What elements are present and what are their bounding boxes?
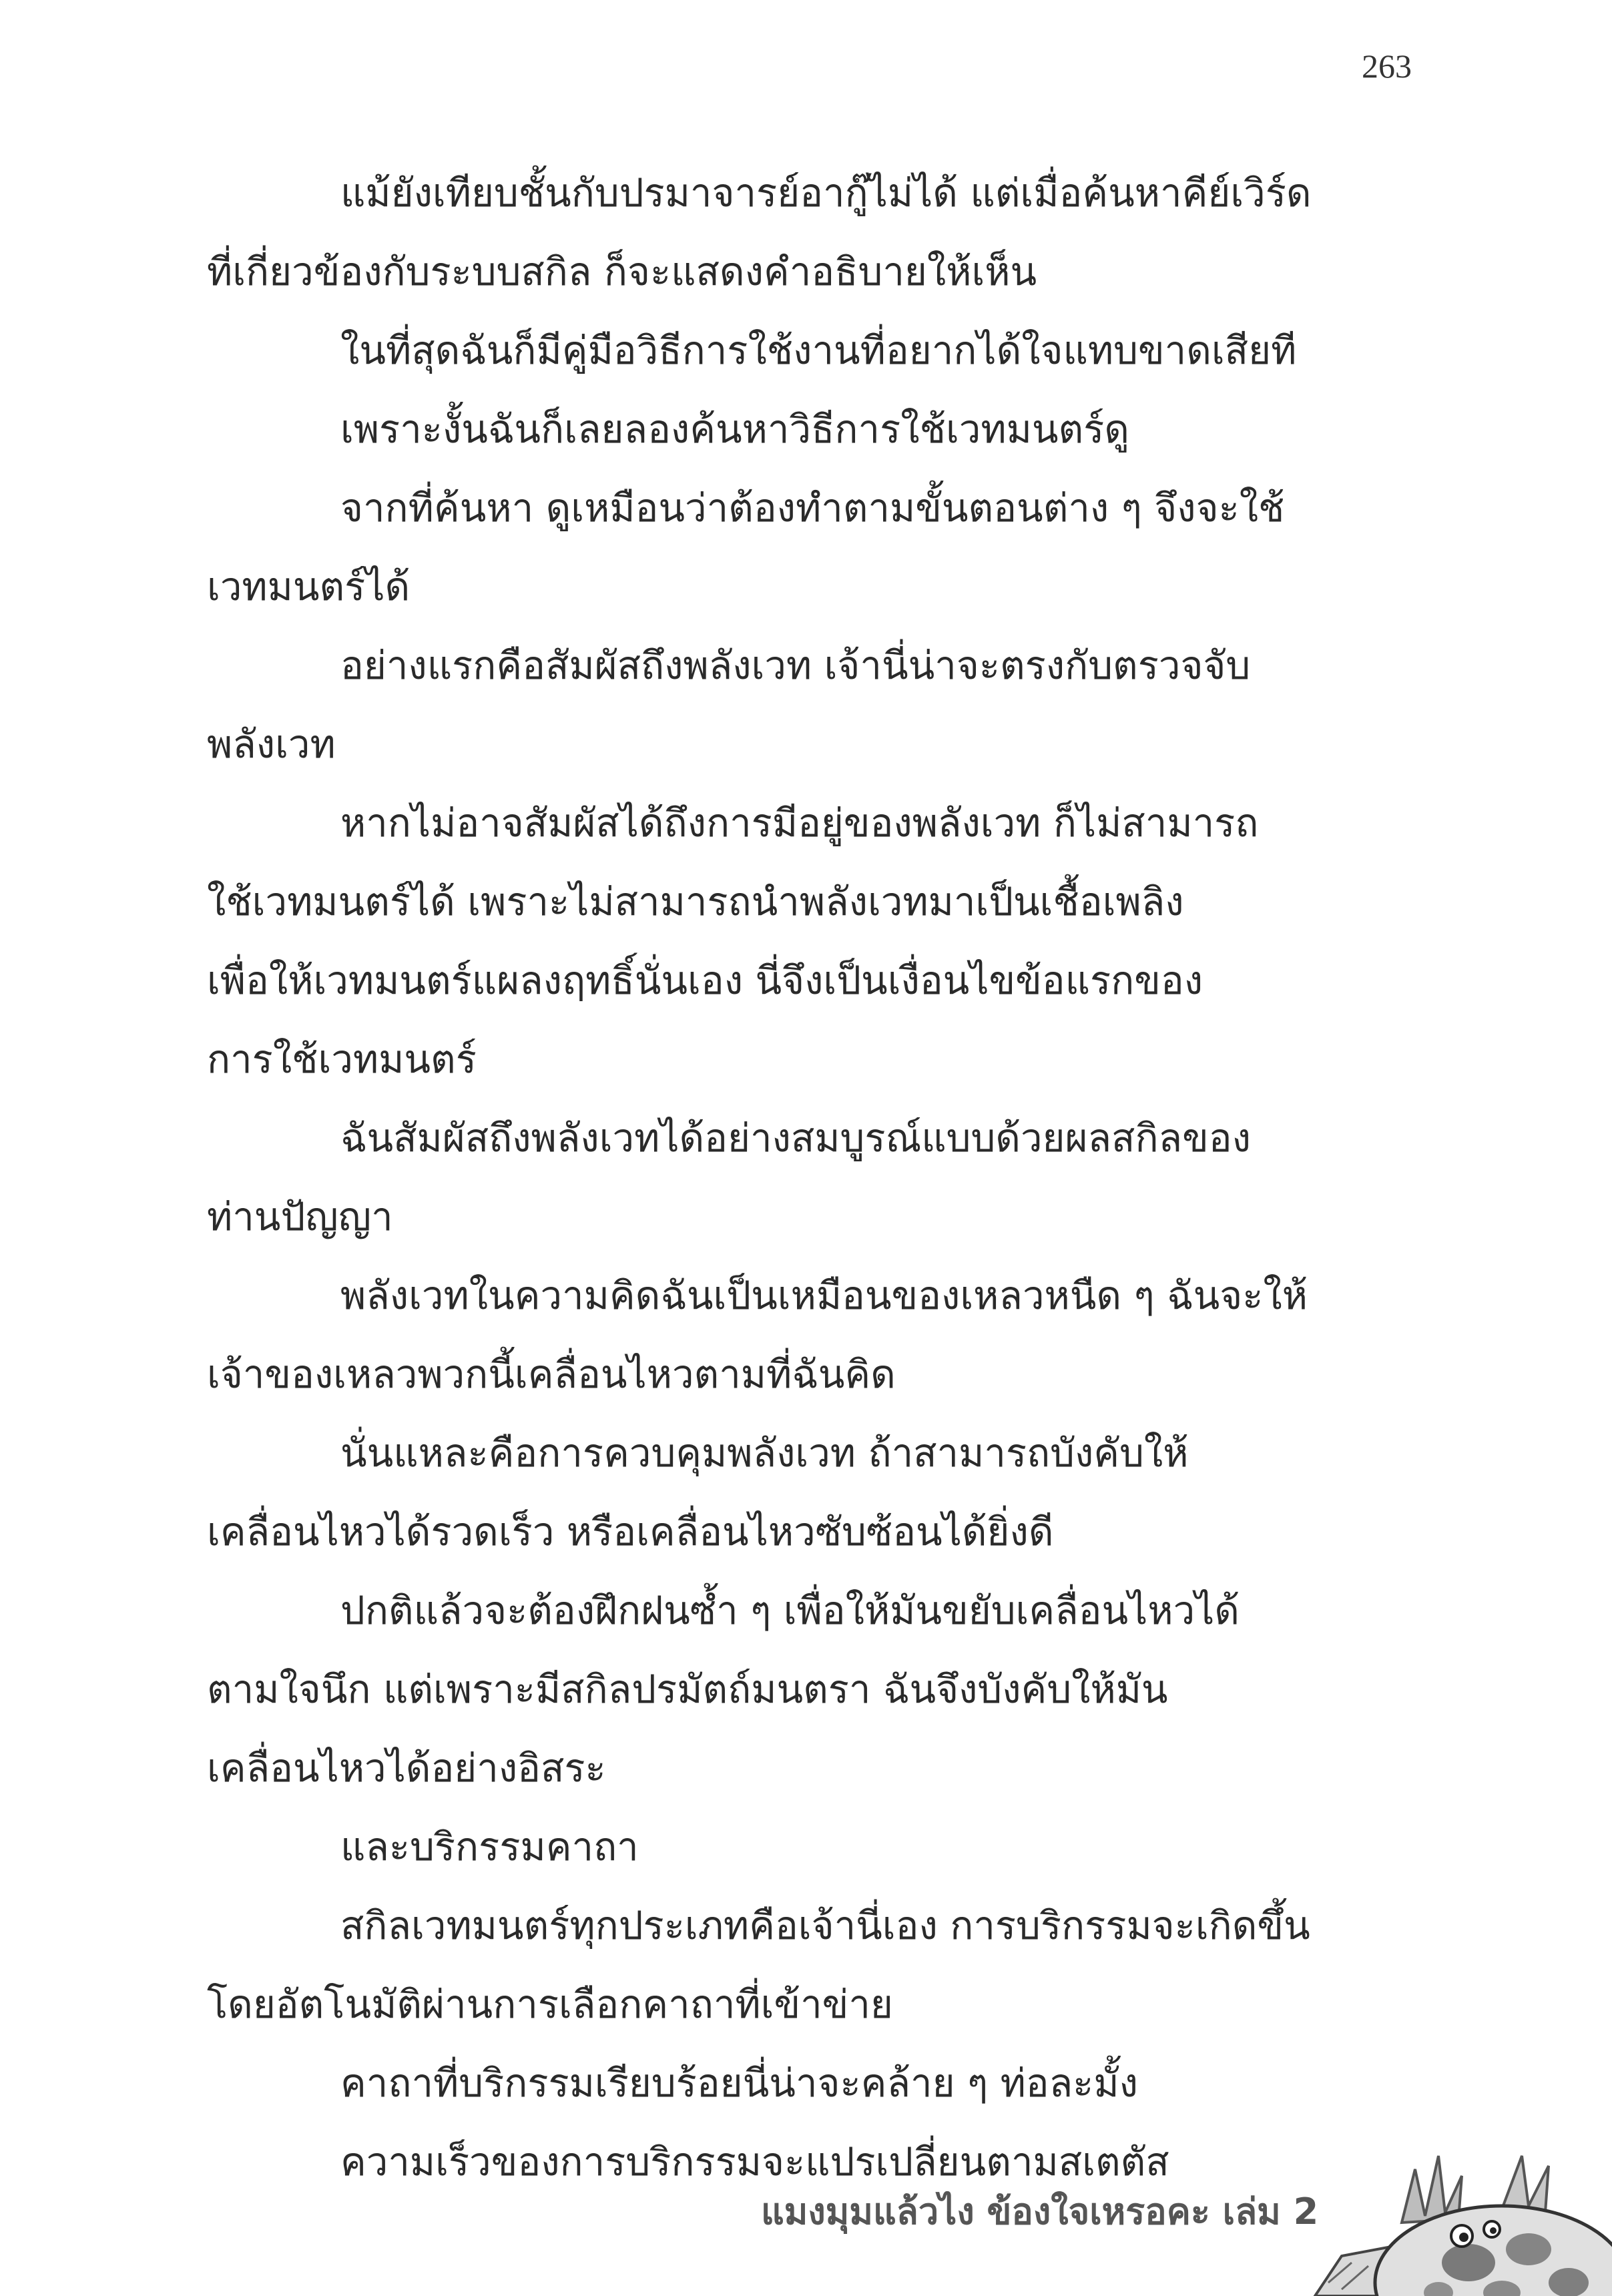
text-line: เคลื่อนไหวได้รวดเร็ว หรือเคลื่อนไหวซับซ้อนได้ยิ่งดี (207, 1509, 1054, 1554)
text-line: ใช้เวทมนตร์ได้ เพราะไม่สามารถนำพลังเวทมาเป็นเชื้อเพลิง (207, 879, 1184, 924)
text-line: เจ้าของเหลวพวกนี้เคลื่อนไหวตามที่ฉันคิด (207, 1352, 896, 1397)
text-line: และบริกรรมคาถา (340, 1824, 639, 1870)
text-line: พลังเวท (207, 722, 336, 767)
page-number: 263 (1362, 47, 1412, 85)
text-line: การใช้เวทมนตร์ (207, 1037, 477, 1082)
text-line: เพื่อให้เวทมนตร์แผลงฤทธิ์นั่นเอง นี่จึงเป็นเงื่อนไขข้อแรกของ (207, 958, 1203, 1003)
text-line: เคลื่อนไหวได้อย่างอิสระ (207, 1745, 606, 1791)
footer-book-title: แมงมุมแล้วไง ข้องใจเหรอคะ เล่ม 2 (761, 2191, 1319, 2233)
text-line: ในที่สุดฉันก็มีคู่มือวิธีการใช้งานที่อยากได้ใจแทบขาดเสียที (340, 328, 1297, 373)
text-line: พลังเวทในความคิดฉันเป็นเหมือนของเหลวหนืด ๆ ฉันจะให้ (340, 1273, 1308, 1318)
text-line: ความเร็วของการบริกรรมจะแปรเปลี่ยนตามสเตตัส (340, 2139, 1169, 2185)
text-line: ฉันสัมผัสถึงพลังเวทได้อย่างสมบูรณ์แบบด้วยผลสกิลของ (340, 1115, 1251, 1161)
text-line: โดยอัตโนมัติผ่านการเลือกคาถาที่เข้าข่าย (207, 1982, 893, 2027)
text-line: คาถาที่บริกรรมเรียบร้อยนี่น่าจะคล้าย ๆ ท่อละมั้ง (340, 2060, 1138, 2106)
text-line: อย่างแรกคือสัมผัสถึงพลังเวท เจ้านี่น่าจะตรงกับตรวจจับ (340, 643, 1251, 688)
text-line: สกิลเวทมนตร์ทุกประเภทคือเจ้านี่เอง การบริกรรมจะเกิดขึ้น (340, 1903, 1310, 1948)
text-line: เวทมนตร์ได้ (207, 564, 411, 609)
text-line: หากไม่อาจสัมผัสได้ถึงการมีอยู่ของพลังเวท ก็ไม่สามารถ (340, 800, 1259, 846)
spider-mascot-illustration (1302, 2129, 1612, 2296)
text-line: จากที่ค้นหา ดูเหมือนว่าต้องทำตามขั้นตอนต่าง ๆ จึงจะใช้ (340, 485, 1285, 531)
text-line: นั่นแหละคือการควบคุมพลังเวท ถ้าสามารถบังคับให้ (340, 1430, 1189, 1476)
text-line: แม้ยังเทียบชั้นกับปรมาจารย์อากู๊ไม่ได้ แต่เมื่อค้นหาคีย์เวิร์ด (340, 170, 1312, 216)
text-line: เพราะงั้นฉันก็เลยลองค้นหาวิธีการใช้เวทมนตร์ดู (340, 406, 1129, 452)
text-line: ที่เกี่ยวข้องกับระบบสกิล ก็จะแสดงคำอธิบายให้เห็น (207, 249, 1037, 294)
text-line: ปกติแล้วจะต้องฝึกฝนซ้ำ ๆ เพื่อให้มันขยับเคลื่อนไหวได้ (340, 1588, 1240, 1633)
text-line: ท่านปัญญา (207, 1194, 393, 1239)
text-line: ตามใจนึก แต่เพราะมีสกิลปรมัตถ์มนตรา ฉันจึงบังคับให้มัน (207, 1667, 1168, 1712)
body-text (207, 154, 1415, 2201)
